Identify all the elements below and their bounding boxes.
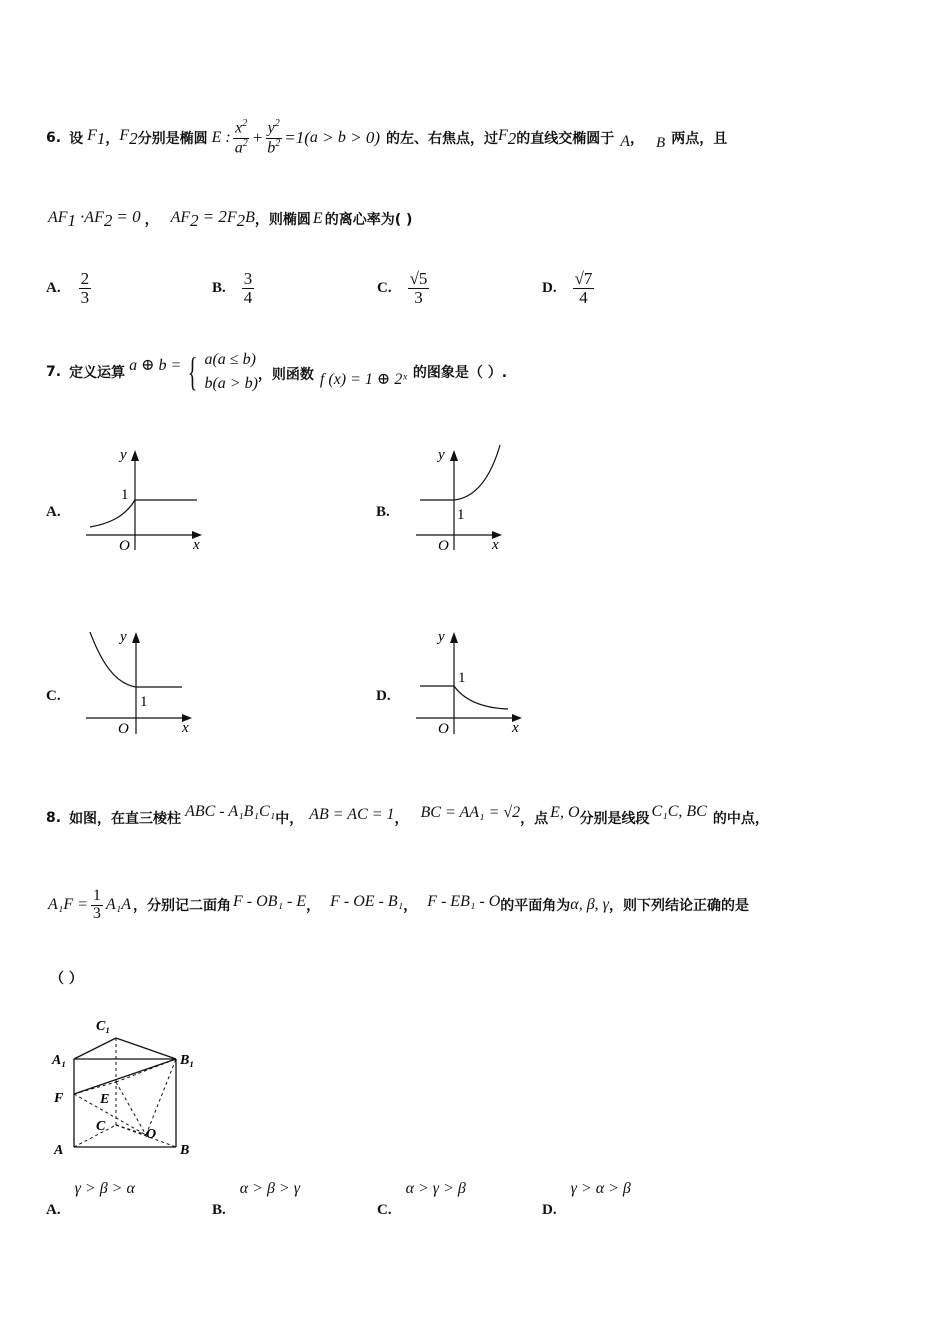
q6-options <box>46 262 666 314</box>
q8-option-b[interactable]: B. α > β > γ <box>212 1180 301 1218</box>
q6-text-3: 的左、右焦点，过 <box>385 131 498 147</box>
q6-text-4: 的直线交椭圆于 <box>516 131 615 147</box>
q8-number: 8. <box>46 810 62 826</box>
q8-answer-paren: （ ） <box>50 971 83 987</box>
question-6: 6. 设 $F_1$ ， $F_2$ 分别是椭圆 E : $\frac{x^2}{a^2}$ + $\frac{y^2}{b^2}$ =1( a > b > 0) 的左、右焦点，过 $F_2$ 的直线交椭圆于 A ， B 两点，且 $AF_1 \cdot AF_2 = 0$ ， $AF_2 = 2F_2B$ ，则椭圆 E 的离心率为( ) A. $\frac{2}{3}$ B. $\frac{3}{4}$ C. $\frac{√5}{3}$ D. $\frac{√7}{4}$ <box>0 0 950 320</box>
q6-option-d[interactable]: D. $\frac{√7}{4}$ <box>542 268 593 307</box>
origin-label: O <box>438 538 449 554</box>
origin-label: O <box>118 721 129 737</box>
q8-text-2: 中， <box>275 811 304 827</box>
q8-text-1: 如图，在直三棱柱 <box>69 811 182 827</box>
q6-text-6: ，则椭圆 <box>254 212 311 228</box>
q6-ellipse-equation: E : $\frac{x^2}{a^2}$ + $\frac{y^2}{b^2}$ =1( a > b > 0) <box>211 118 380 156</box>
q7-graph-b <box>412 440 542 555</box>
q8-prism: ABC - A₁B₁C₁ <box>185 803 276 820</box>
q8-options <box>46 1180 686 1220</box>
q8-text-3: ，点 <box>520 811 549 827</box>
q7-option-d[interactable]: D. y x O 1 <box>376 624 546 744</box>
axis-y-label: y <box>438 447 445 463</box>
q6-condition-1: $AF_1 \cdot AF_2 = 0$ <box>48 206 141 231</box>
q8-text-5: 的中点， <box>712 811 769 827</box>
q8-dihedral-1: F - OB₁ - E <box>233 893 307 910</box>
q6-option-b[interactable]: B. $\frac{3}{4}$ <box>212 268 253 307</box>
axis-y-label: y <box>438 629 445 645</box>
q7-text-3: 的图象是（ ）. <box>412 365 508 381</box>
q7-graph-a <box>82 440 212 555</box>
q8-angles: α, β, γ <box>570 896 609 913</box>
q6-text-1: 设 <box>69 131 84 147</box>
q8-prism-figure <box>46 1012 216 1162</box>
q8-vector-lhs: A₁F = <box>48 896 88 913</box>
value-one-label: 1 <box>457 507 465 523</box>
value-one-label: 1 <box>140 694 148 710</box>
q8-segments: C₁C, BC <box>651 803 707 820</box>
value-one-label: 1 <box>121 487 129 503</box>
q6-text-7: 的离心率为( ) <box>324 212 413 228</box>
q8-dihedral-3: F - EB₁ - O <box>427 893 501 910</box>
q7-operator: a ⊕ b = <box>129 357 182 374</box>
origin-label: O <box>119 538 130 554</box>
q7-graph-d <box>412 624 542 739</box>
value-one-label: 1 <box>458 670 466 686</box>
q6-number: 6. <box>46 130 62 146</box>
q7-number: 7. <box>46 364 62 380</box>
q7-text-2: ，则函数 <box>257 367 314 383</box>
q8-dihedral-2: F - OE - B₁ <box>330 893 404 910</box>
q6-text-2: 分别是椭圆 <box>137 131 208 147</box>
label-a: A <box>54 1143 64 1158</box>
q8-option-c[interactable]: C. α > γ > β <box>377 1180 466 1218</box>
label-b1: B₁ <box>180 1053 195 1068</box>
label-c: C <box>96 1119 106 1134</box>
q7-option-a[interactable]: A. y x O 1 <box>46 440 216 560</box>
axis-x-label: x <box>512 720 519 736</box>
axis-x-label: x <box>492 537 499 553</box>
q7-text-1: 定义运算 <box>69 365 126 381</box>
q8-vector-rhs: A₁A <box>105 896 132 913</box>
q8-equation-2: BC = AA₁ = √2 <box>420 804 521 821</box>
label-a1: A₁ <box>52 1053 67 1068</box>
q8-option-a[interactable]: A. γ > β > α <box>46 1180 135 1218</box>
q6-text-5: 两点，且 <box>671 131 728 147</box>
origin-label: O <box>438 721 449 737</box>
axis-x-label: x <box>193 537 200 553</box>
axis-x-label: x <box>182 720 189 736</box>
label-o: O <box>146 1127 157 1142</box>
q8-option-d[interactable]: D. γ > α > β <box>542 1180 631 1218</box>
q7-function: f (x) = 1 ⊕ 2ˣ <box>319 371 407 388</box>
label-b: B <box>180 1143 190 1158</box>
q7-graph-c <box>82 624 212 739</box>
q7-cases: a(a ≤ b) b(a > b) <box>204 351 258 392</box>
q6-f2b: $F_2$ <box>497 126 517 149</box>
label-c1: C₁ <box>96 1019 111 1034</box>
q6-f1: $F_1$ <box>87 126 106 149</box>
label-e: E <box>100 1092 110 1107</box>
axis-y-label: y <box>120 629 127 645</box>
q6-condition-2: $AF_2 = 2F_2B$ <box>170 206 255 231</box>
q8-text-7: 的平面角为 <box>500 898 571 914</box>
q6-f2: $F_2$ <box>119 126 138 149</box>
q8-vector-fraction: $\frac{1}{3}$ <box>92 886 101 922</box>
question-7: 7. 定义运算 a ⊕ b = { a(a ≤ b) b(a > b) ，则函数 f (x) = 1 ⊕ 2ˣ 的图象是（ ）. A. y x O 1 B. y x O 1 C. y x O 1 D. y x O 1 <box>0 330 950 750</box>
q6-ellipse-e: E <box>312 210 323 227</box>
q6-option-c[interactable]: C. $\frac{√5}{3}$ <box>377 268 428 307</box>
q7-option-c[interactable]: C. y x O 1 <box>46 624 216 744</box>
q8-equation-1: AB = AC = 1 <box>309 806 395 823</box>
label-f: F <box>54 1091 64 1106</box>
q8-points: E, O <box>550 804 580 821</box>
q6-point-a: A <box>620 133 631 150</box>
q8-text-4: 分别是线段 <box>579 811 650 827</box>
question-8: 8. 如图，在直三棱柱 ABC - A₁B₁C₁ 中， AB = AC = 1 ， BC = AA₁ = √2 ，点 E, O 分别是线段 C₁C, BC 的中点， A₁F = $\frac{1}{3}$ A₁A ，分别记二面角 F - OB₁ - E ， F - OE - B₁ ， F - EB₁ - O 的平面角为 α, β, γ ，则下列结论正确的是 （ ） C₁ A₁ B₁ F E C O A B A. γ > β > α B. α > β > γ C. α > γ > β D. γ > α > β <box>46 803 769 1218</box>
q6-option-a[interactable]: A. $\frac{2}{3}$ <box>46 268 90 307</box>
q8-text-6: ，分别记二面角 <box>133 898 232 914</box>
axis-y-label: y <box>120 447 127 463</box>
q7-option-b[interactable]: B. y x O 1 <box>376 440 546 560</box>
q6-point-b: B <box>656 134 666 151</box>
q8-text-8: ，则下列结论正确的是 <box>608 898 749 914</box>
